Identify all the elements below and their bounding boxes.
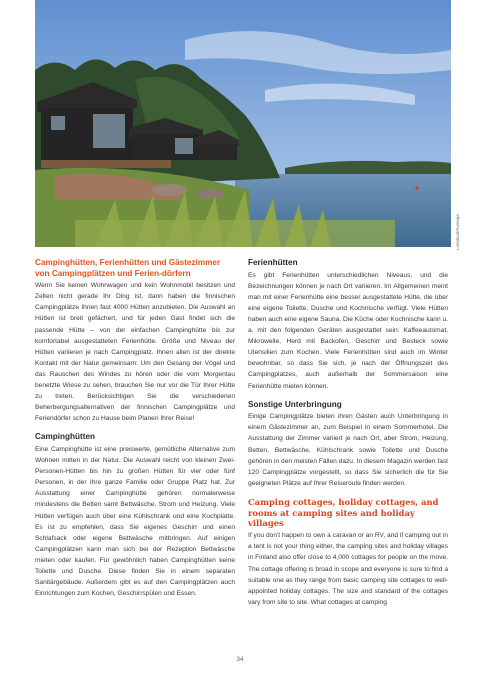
heading-ferienhuetten: Ferienhütten [248, 258, 298, 267]
heading-campinghuetten: Campinghütten [35, 432, 96, 442]
heading-camping-cottages-en: Camping cottages, holiday cottages, and rooms at camping sites and holiday villages [248, 496, 439, 529]
lakeside-cabins-photo [35, 0, 451, 247]
paragraph-intro: Wenn Sie keinen Wohnwagen und kein Wohnmobil besitzen und Zelten nicht gerade Ihr Ding ist, dann haben die finnischen Campingplätze Ihnen fast 4000 Hütten anzubieten. Die Auswahl an Hütten ist breit gefächert, und für jeden Gast findet sich die passende Hütte – von der einfachen Campinghütte bis zur komfortabel ausgestatteten Ferienhütte. Größe und Niveau der Hütten variieren je nach Campingplatz. Ihnen allen ist der direkte Kontakt mit der Natur gemeinsam: Um den Gesang der Vögel und das Rauschen des Windes zu hören oder die vom Morgentau benetzte Wiese zu sehen, brauchen Sie nur vor die Tür Ihrer Hütte zu treten. Berücksichtigen Sie die verschiedenen Beherbergungsalternativen der finnischen Campingplätze und Feriendörfer schon zu Hause beim Planen Ihrer Reise! [35, 282, 235, 423]
heading-sonstige-unterbringung: Sonstige Unterbringung [248, 399, 342, 409]
paragraph-english: If you don't happen to own a caravan or an RV, and if camping out in a tent is not your thing either, the camping sites and holiday villages in Finland also offer close to 4,000 cottages for people on the move. The cottage offering is broad in scope and everyone is sure to find a suitable one as they range from basic camping site cottages to well-appointed holiday cottages. The size and standard of the cottages vary from site to site. What cottages at camping [248, 532, 448, 606]
paragraph-sonstige: Einige Campingplätze bieten ihren Gästen auch Unterbringung in einem Gästezimmer an, zum Beispiel in einem Sommerhotel. Die Ausstattung der Zimmer variiert je nach Ort, aber Strom, Heizung, Betten, Bettwäsche, Kühlschrank sowie Toilette und Dusche gehören in den meisten Fällen dazu. In diesem Magazin werden fast 120 Campingplätze vorgestellt, so dass Sie sicherlich die für Sie geeigneten Plätze auf Ihrer Reiseroute finden werden. [248, 413, 448, 487]
photo-credit: Lomakoti/Kuvaaja [455, 214, 460, 250]
right-column [248, 258, 448, 608]
page-number: 34 [236, 656, 244, 663]
paragraph-ferienhuetten: Es gibt Ferienhütten unterschiedlichen Niveaus, und die Bezeichnungen können je nach Ort variieren. Im Allgemeinen meint man mit einer Ferienhütte eine besser ausgestattete Hütte, die über eine eigene Toilette, Dusche und Kochnische verfügt. Viele Hütten haben auch eine eigene Sauna. Die Küche oder Kochnische kann u. a. mit den folgenden Geräten ausgestattet sein: Kaffeeautomat, Mikrowelle, Herd mit Backofen, Geschirr und Besteck sowie Utensilien zum Kochen. Viele Ferienhütten sind auch im Winter bewohnbar, so dass Sie sich, je nach der Öffnungszeit des Campingplatzes, auch außerhalb der Sommersaison eine Ferienhütte mieten können. [248, 271, 448, 390]
left-column [35, 258, 235, 599]
paragraph-campinghuetten: Eine Campinghütte ist eine preiswerte, gemütliche Alternative zum Wohnen mitten in der Natur. Die Auswahl reicht von kleinen Zwei-Personen-Hütten bis hin zu großen Hütten für vier oder fünf Personen, in der Ihre ganze Familie oder Gruppe Platz hat. Zur Ausstattung einer Campinghütte gehören normalerweise mindestens die Betten samt Bettwäsche, Strom und Heizung. Viele Hütten verfügen auch über eine Kühlschrank und eine Kochplatte. Es ist zu empfehlen, dass Sie eigenes Geschirr und einen Schlafsack oder eigene Bettwäsche mitbringen. Auf einigen Campingplätzen kann man sich bei der Rezeption Bettwäsche mieten oder kaufen. Für gewöhnlich haben Campinghütten keine Toilette und Dusche. Diese finden Sie in einem separaten Sanitärgebäude. Außerdem gibt es auf den Campingplätzen auch Einrichtungen zum Kochen, Geschirrspülen und Essen. [35, 446, 235, 598]
heading-camping-cottages-de: Campinghütten, Ferienhütten und Gästezimmer von Campingplätzen und Ferien-dörfern [35, 258, 221, 278]
